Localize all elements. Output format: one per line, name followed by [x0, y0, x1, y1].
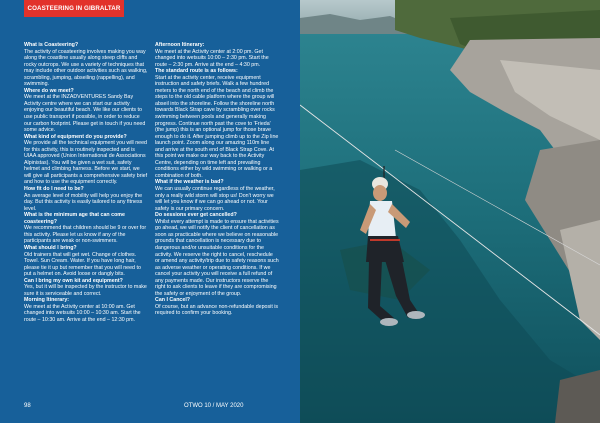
answer-text: We meet at the INZADVENTURES Sandy Bay Activity centre where we can start our activity enjoying our beautiful beach. We like our clients to use public transport if possible, in order to reduce our carbon footprint. Please get in touch if you need some advice.	[24, 94, 146, 134]
question-heading: Can I bring my own kit and equipment?	[24, 277, 123, 284]
answer-text: We recommend that children should be 9 or over for this activity. Please let us know if any of the participants are weak or non-swimmers.	[24, 225, 147, 245]
question-heading: Morning Itinerary:	[24, 297, 70, 304]
question-heading: What is the minimum age that can come coasteering?	[24, 212, 125, 225]
text-column-left	[24, 42, 148, 324]
question-heading: Do sessions ever get cancelled?	[155, 212, 237, 219]
answer-text: Start at the activity center, receive equipment instruction and safety briefs. Walk a few hundred meters to the north end of the beach and climb the steps to the old cable platform where the group will abseil into the shoreline. Follow the shoreline north towards Black Strap cave by scrambling over rocks swimming between pools and generally making progress. Continue north past the cove to 'Frieda' (the jump) this is an optional jump for those brave enough to do it. After jumping climb up to the Zip line launch point. Zoom along our amazing 110m line and arrive at the south end of Black Strap Cove. At this point we make our way back to the Activity Centre, depending on time left and prevailing conditions either by wild swimming or walking or a combination of both.	[155, 74, 279, 179]
answer-text: Old trainers that will get wet. Change of clothes. Towel. Sun Cream. Water. If you have long hair, please tie it up but remember that you will need to put a helmet on. Avoid loose or dangly bits.	[24, 251, 141, 278]
text-column-right	[155, 42, 279, 317]
answer-text: Whilst every attempt is made to ensure that activities go ahead, we will notify the client of cancellation as soon as practicable where we believe on reasonable grounds that cancellation is necessary due to dangerous and/or unsuitable conditions for the activity. We reserve the right to cancel, reschedule or amend any activity/trip due to safety reasons such as adverse weather or operating conditions. If we cancel your activity you will receive a full refund of any payments made. Our instructors reserve the right to ask clients to leave if they are compromising the safety or enjoyment of the group.	[155, 218, 279, 297]
answer-text: Yes, but it will be inspected by the instructor to make sure it is serviceable and correct.	[24, 284, 147, 297]
zipline-photo	[300, 0, 600, 423]
question-heading: Afternoon Itinerary:	[155, 42, 205, 48]
page-number: 98	[24, 403, 31, 409]
answer-text: An average level of mobility will help you enjoy the day. But this activity is easily tailored to any fitness level.	[24, 192, 143, 212]
question-heading: How fit do I need to be?	[24, 186, 84, 193]
answer-text: We provide all the technical equipment you will need for this activity, this is routinely inspected and is UIAA approved (Union International de Associations Alpinistas). You will be given a wet suit, safety helmet and climbing harness. Before we start, we will give all participants a comprehensive safety brief and how to use the equipment correctly.	[24, 140, 148, 186]
question-heading: Can I Cancel?	[155, 297, 191, 304]
answer-text: The activity of coasteering involves making you way along the coastline usually along steep cliffs and rocky outcrops. We use a variety of techniques that may include other outdoor activities such as walking, scrambling, jumping, abseiling (rappelling), and swimming.	[24, 48, 148, 88]
question-heading: What kind of equipment do you provide?	[24, 133, 127, 140]
question-heading: What if the weather is bad?	[155, 179, 224, 186]
question-heading: Where do we meet?	[24, 87, 74, 94]
question-heading: The standard route is as follows:	[155, 68, 238, 75]
question-heading: What should I bring?	[24, 244, 77, 251]
answer-text: We can usually continue regardless of the weather, only a really wild storm will stop us! Don't worry we will let you know if we can go ahead or not. Your safety is our primary concern.	[155, 186, 275, 212]
section-tag: COASTEERING IN GIBRALTAR	[24, 0, 124, 17]
magazine-issue: OTWO 10 / MAY 2020	[184, 403, 244, 409]
answer-text: Of course, but an advance non-refundable deposit is required to confirm your booking.	[155, 303, 279, 317]
answer-text: We meet at the Activity center at 10:00 am. Get changed into wetsuits 10:00 – 10:30 am. Start the route – 10:30 am. Arrive at the end – 12:30 pm.	[24, 303, 141, 323]
answer-text: We meet at the Activity center at 2:00 pm. Get changed into wetsuits 10:00 – 2:30 pm. Start the route – 2:30 pm. Arrive at the end – 4:30 pm.	[155, 48, 269, 68]
question-heading: What is Coasteering?	[24, 42, 79, 48]
